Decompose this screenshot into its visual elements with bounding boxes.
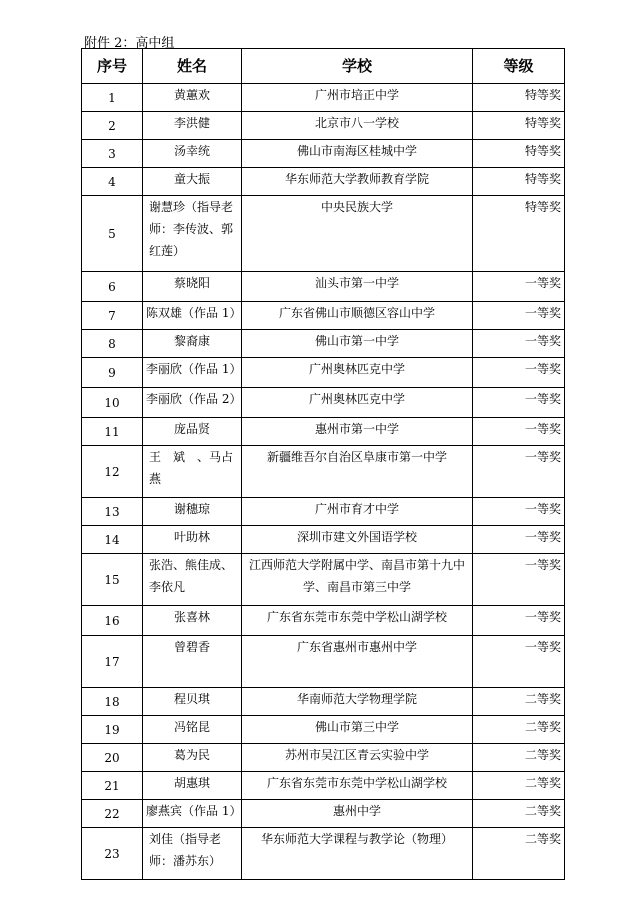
table-row (82, 554, 565, 606)
row-level: 一等奖 (473, 606, 565, 636)
table-row (82, 800, 565, 828)
awards-table (81, 48, 565, 880)
row-level: 一等奖 (473, 358, 565, 388)
row-level: 二等奖 (473, 716, 565, 744)
table-row (82, 446, 565, 498)
table-row (82, 418, 565, 446)
row-no: 3 (82, 140, 143, 168)
row-school: 广东省惠州市惠州中学 (242, 636, 473, 688)
row-name: 张浩、熊佳成、李依凡 (143, 554, 242, 606)
row-no: 19 (82, 716, 143, 744)
table-row (82, 606, 565, 636)
row-level: 一等奖 (473, 636, 565, 688)
row-no: 20 (82, 744, 143, 772)
row-name: 叶助林 (143, 526, 242, 554)
row-name: 庞品贤 (143, 418, 242, 446)
table-row (82, 744, 565, 772)
row-school: 广东省佛山市顺德区容山中学 (242, 302, 473, 330)
table-row (82, 330, 565, 358)
row-name: 曾碧香 (143, 636, 242, 688)
row-no: 8 (82, 330, 143, 358)
table-row (82, 196, 565, 272)
row-level: 一等奖 (473, 418, 565, 446)
row-name: 黄蕙欢 (143, 84, 242, 112)
table-row (82, 84, 565, 112)
row-level: 一等奖 (473, 526, 565, 554)
row-level: 一等奖 (473, 554, 565, 606)
table-row (82, 302, 565, 330)
header-no: 序号 (82, 49, 143, 84)
row-no: 12 (82, 446, 143, 498)
row-level: 特等奖 (473, 140, 565, 168)
row-name: 谢慧珍（指导老师：李传波、郭红莲） (143, 196, 242, 272)
row-level: 一等奖 (473, 446, 565, 498)
row-level: 一等奖 (473, 302, 565, 330)
table-row (82, 498, 565, 526)
row-school: 广东省东莞市东莞中学松山湖学校 (242, 772, 473, 800)
table-row (82, 388, 565, 418)
row-no: 21 (82, 772, 143, 800)
row-school: 佛山市南海区桂城中学 (242, 140, 473, 168)
row-level: 二等奖 (473, 828, 565, 880)
row-no: 4 (82, 168, 143, 196)
row-no: 5 (82, 196, 143, 272)
row-name: 刘佳（指导老师：潘苏东） (143, 828, 242, 880)
row-school: 华南师范大学物理学院 (242, 688, 473, 716)
table-row (82, 716, 565, 744)
row-name: 童大振 (143, 168, 242, 196)
row-school: 惠州中学 (242, 800, 473, 828)
row-school: 广州奥林匹克中学 (242, 358, 473, 388)
row-school: 苏州市吴江区青云实验中学 (242, 744, 473, 772)
row-no: 14 (82, 526, 143, 554)
row-level: 特等奖 (473, 168, 565, 196)
row-no: 6 (82, 272, 143, 302)
table-header-row (82, 49, 565, 84)
table-row (82, 358, 565, 388)
row-name: 陈双雄（作品 1） (143, 302, 242, 330)
row-school: 广东省东莞市东莞中学松山湖学校 (242, 606, 473, 636)
row-no: 7 (82, 302, 143, 330)
row-school: 广州奥林匹克中学 (242, 388, 473, 418)
row-no: 16 (82, 606, 143, 636)
row-name: 王 斌 、马占燕 (143, 446, 242, 498)
table-row (82, 526, 565, 554)
row-level: 特等奖 (473, 112, 565, 140)
row-level: 二等奖 (473, 744, 565, 772)
row-school: 汕头市第一中学 (242, 272, 473, 302)
row-name: 汤幸统 (143, 140, 242, 168)
table-row (82, 168, 565, 196)
table-row (82, 140, 565, 168)
row-name: 张喜林 (143, 606, 242, 636)
row-school: 江西师范大学附属中学、南昌市第十九中学、南昌市第三中学 (242, 554, 473, 606)
row-school: 广州市育才中学 (242, 498, 473, 526)
row-name: 谢穗琼 (143, 498, 242, 526)
row-name: 李丽欣（作品 1） (143, 358, 242, 388)
row-no: 9 (82, 358, 143, 388)
table-row (82, 688, 565, 716)
row-no: 1 (82, 84, 143, 112)
row-no: 10 (82, 388, 143, 418)
row-school: 北京市八一学校 (242, 112, 473, 140)
row-no: 11 (82, 418, 143, 446)
row-no: 17 (82, 636, 143, 688)
row-name: 李洪健 (143, 112, 242, 140)
row-level: 一等奖 (473, 388, 565, 418)
row-school: 华东师范大学课程与教学论（物理） (242, 828, 473, 880)
row-name: 李丽欣（作品 2） (143, 388, 242, 418)
table-row (82, 272, 565, 302)
row-no: 23 (82, 828, 143, 880)
row-no: 15 (82, 554, 143, 606)
row-name: 胡惠琪 (143, 772, 242, 800)
row-school: 广州市培正中学 (242, 84, 473, 112)
header-name: 姓名 (143, 49, 242, 84)
table-row (82, 636, 565, 688)
row-name: 程贝琪 (143, 688, 242, 716)
row-no: 18 (82, 688, 143, 716)
row-no: 2 (82, 112, 143, 140)
row-school: 华东师范大学教师教育学院 (242, 168, 473, 196)
row-name: 黎裔康 (143, 330, 242, 358)
row-level: 二等奖 (473, 800, 565, 828)
row-name: 葛为民 (143, 744, 242, 772)
header-level: 等级 (473, 49, 565, 84)
row-name: 蔡晓阳 (143, 272, 242, 302)
table-row (82, 112, 565, 140)
table-row (82, 828, 565, 880)
row-level: 二等奖 (473, 688, 565, 716)
row-level: 一等奖 (473, 330, 565, 358)
row-school: 新疆维吾尔自治区阜康市第一中学 (242, 446, 473, 498)
row-level: 一等奖 (473, 498, 565, 526)
row-name: 廖燕宾（作品 1） (143, 800, 242, 828)
row-level: 特等奖 (473, 84, 565, 112)
row-level: 一等奖 (473, 272, 565, 302)
row-school: 佛山市第三中学 (242, 716, 473, 744)
row-no: 22 (82, 800, 143, 828)
attachment-caption: 附件 2：高中组 (84, 36, 175, 51)
header-school: 学校 (242, 49, 473, 84)
row-no: 13 (82, 498, 143, 526)
row-school: 中央民族大学 (242, 196, 473, 272)
table-row (82, 772, 565, 800)
row-level: 二等奖 (473, 772, 565, 800)
row-name: 冯铭昆 (143, 716, 242, 744)
row-school: 惠州市第一中学 (242, 418, 473, 446)
row-school: 深圳市建文外国语学校 (242, 526, 473, 554)
row-level: 特等奖 (473, 196, 565, 272)
row-school: 佛山市第一中学 (242, 330, 473, 358)
